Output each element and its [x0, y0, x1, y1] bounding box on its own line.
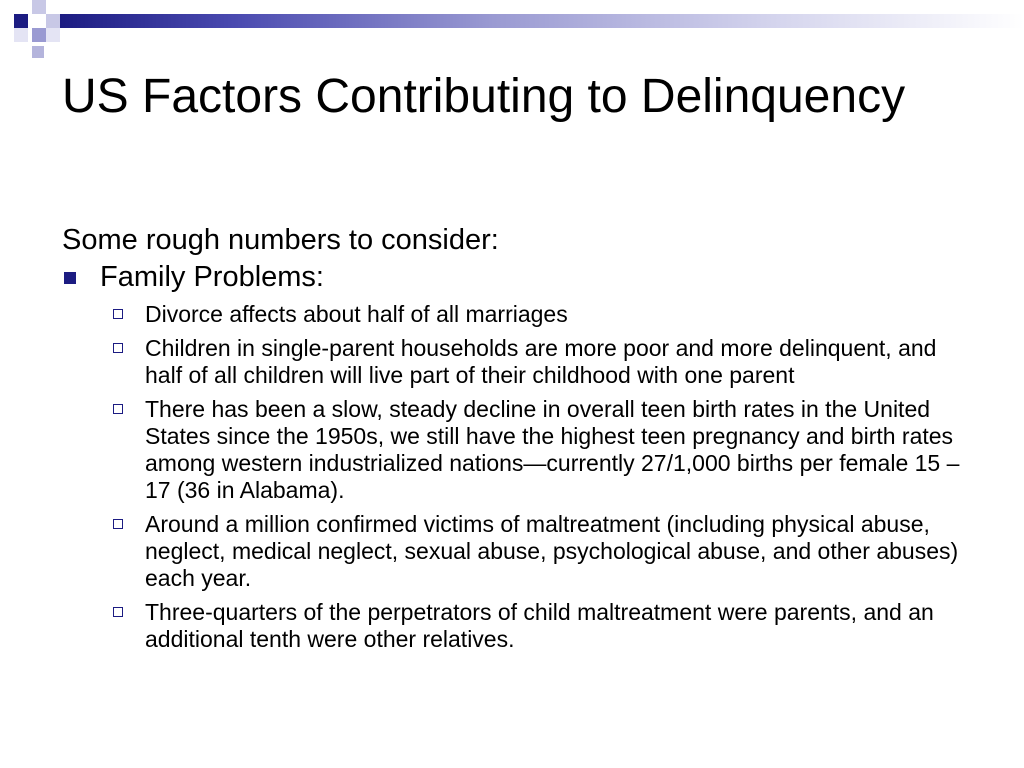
decor-square-pale — [46, 28, 60, 42]
square-bullet-icon — [64, 272, 76, 284]
list-item — [145, 511, 962, 592]
sub-bullet-list — [62, 301, 962, 653]
hollow-square-bullet-icon — [113, 607, 123, 617]
decor-square-light — [32, 46, 44, 58]
decor-square-pale — [14, 28, 28, 42]
list-item — [145, 599, 962, 653]
hollow-square-bullet-icon — [113, 309, 123, 319]
slide-body — [62, 222, 962, 660]
decor-square-light — [32, 0, 46, 14]
intro-text: Some rough numbers to consider: — [62, 224, 499, 256]
list-item-text: Divorce affects about half of all marriages — [145, 301, 568, 327]
list-item — [145, 335, 962, 389]
hollow-square-bullet-icon — [113, 404, 123, 414]
list-item — [145, 301, 962, 328]
hollow-square-bullet-icon — [113, 343, 123, 353]
section-heading-label: Family Problems: — [100, 261, 324, 293]
header-gradient-bar — [60, 14, 1024, 28]
list-item — [145, 396, 962, 504]
decor-square-dark — [14, 14, 28, 28]
header-decoration — [0, 0, 1024, 60]
list-item-text: Children in single-parent households are more poor and more delinquent, and half of all children will live part of their childhood with one parent — [145, 335, 937, 388]
slide-title: US Factors Contributing to Delinquency — [62, 70, 906, 123]
decor-square-mid — [32, 28, 46, 42]
section-heading — [62, 259, 962, 295]
list-item-text: Around a million confirmed victims of maltreatment (including physical abuse, neglect, medical neglect, sexual abuse, psychological abuse, and other abuses) each year. — [145, 511, 959, 591]
decor-square-light — [46, 14, 60, 28]
list-item-text: Three-quarters of the perpetrators of child maltreatment were parents, and an additional tenth were other relatives. — [145, 599, 934, 652]
hollow-square-bullet-icon — [113, 519, 123, 529]
list-item-text: There has been a slow, steady decline in overall teen birth rates in the United States since the 1950s, we still have the highest teen pregnancy and birth rates among western industrialized nations—currently 27/1,000 births per female 15 – 17 (36 in Alabama). — [145, 396, 960, 503]
